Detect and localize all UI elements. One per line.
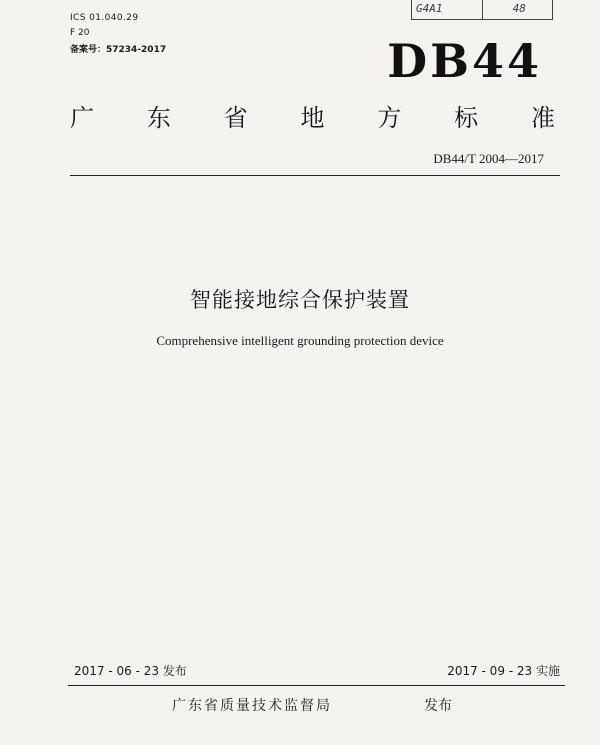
title-char: 准 [530, 104, 555, 132]
archive-stamp-box [411, 0, 553, 20]
publish-date: 2017 - 06 - 23 发布 [74, 664, 187, 678]
document-title-cn: 智能接地综合保护装置 [190, 288, 410, 312]
stamp-left-cell: G4A1 [416, 2, 443, 15]
standard-code-logo: DB44 [387, 34, 542, 88]
title-char: 地 [300, 104, 325, 132]
standard-type-title [70, 98, 555, 133]
document-title-en: Comprehensive intelligent grounding protection device [156, 333, 444, 348]
top-divider [70, 175, 560, 176]
record-number: 备案号：57234-2017 [70, 45, 167, 55]
issuing-authority: 广东省质量技术监督局 [172, 698, 332, 714]
category-code: F 20 [70, 28, 90, 38]
title-char: 广 [70, 104, 94, 132]
title-char: 省 [223, 104, 248, 132]
implementation-date: 2017 - 09 - 23 实施 [447, 664, 560, 678]
title-char: 东 [146, 104, 171, 132]
title-char: 方 [377, 104, 402, 132]
bottom-divider [68, 685, 565, 686]
issue-label: 发布 [424, 698, 452, 714]
title-char: 标 [454, 104, 479, 132]
ics-code: ICS 01.040.29 [70, 13, 139, 23]
stamp-right-cell: 48 [482, 0, 553, 19]
standard-number: DB44/T 2004—2017 [433, 151, 544, 166]
